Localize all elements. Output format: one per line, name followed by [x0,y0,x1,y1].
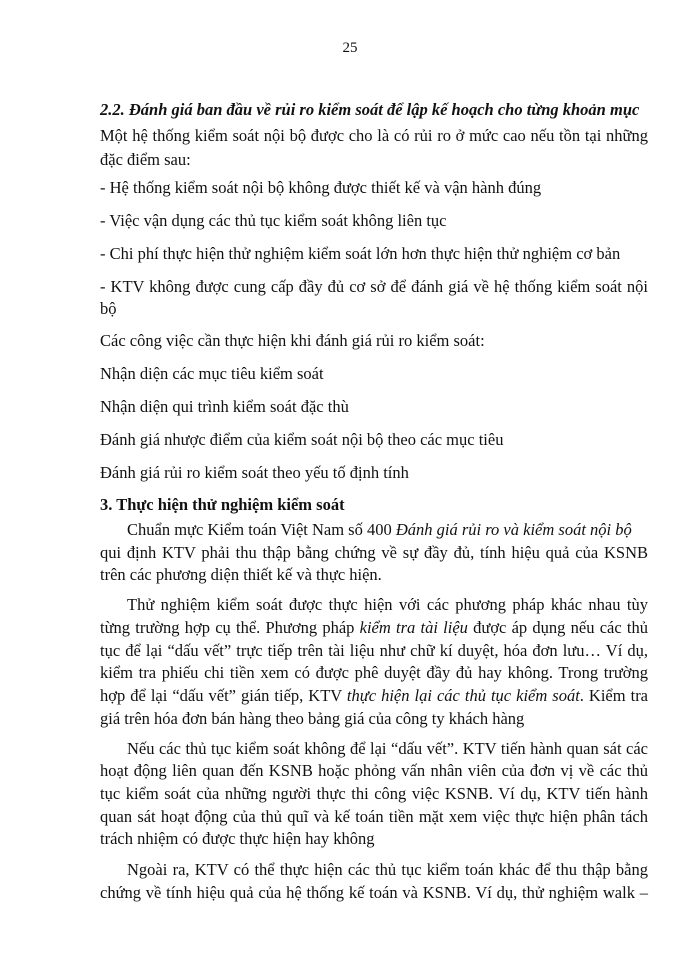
p1-text: Chuẩn mực Kiểm toán Việt Nam số 400 [127,520,396,539]
p3-line-3: tục kiểm soát của những người thực thi công việc KSNB. Ví dụ, KTV tiến hành [100,784,648,803]
p1-line-1 [127,518,648,542]
p3-line-1: Nếu các thủ tục kiểm soát không để lại “dấu vết”. KTV tiến hành quan sát các [127,739,648,758]
p2-text-5c: . Kiểm tra [579,686,649,705]
bullet-3: - Chi phí thực hiện thử nghiệm kiểm soát lớn hơn thực hiện thử nghiệm cơ bản [100,244,621,263]
p1-line-3: trên các phương diện thiết kế và thực hiện. [100,565,382,584]
p2-line-5 [100,684,648,708]
p2-text-c: được áp dụng nếu các thủ [467,618,648,637]
p2-line-6: giá trên hóa đơn bán hàng theo bảng giá của công ty khách hàng [100,709,525,728]
p3-line-4: quan sát hoạt động của thủ quĩ và kế toán tiền mặt xem việc thực hiện phân tách [100,807,648,826]
section-heading-3: 3. Thực hiện thử nghiệm kiểm soát [100,495,345,514]
p2-line-3: tục để lại “dấu vết” trực tiếp trên tài liệu như chữ kí duyệt, hóa đơn lưu… Ví dụ, [100,641,648,660]
tasks-intro: Các công việc cần thực hiện khi đánh giá rủi ro kiểm soát: [100,331,485,350]
bullet-4-line-2: bộ [100,299,117,318]
p2-line-1: Thử nghiệm kiểm soát được thực hiện với các phương pháp khác nhau tùy [127,595,648,614]
p2-method-name: kiểm tra tài liệu [359,618,468,637]
task-4: Đánh giá rủi ro kiểm soát theo yếu tố định tính [100,463,409,482]
p4-line-1: Ngoài ra, KTV có thể thực hiện các thủ tục kiểm toán khác để thu thập bằng [127,860,648,879]
intro-line-1: Một hệ thống kiểm soát nội bộ được cho là có rủi ro ở mức cao nếu tồn tại những [100,126,648,145]
p1-standard-title: Đánh giá rủi ro và kiểm soát nội bộ [395,520,632,539]
p2-line-4: kiểm tra phiếu chi tiền xem có được phê duyệt đầy đủ hay không. Trong trường [100,663,648,682]
p3-line-5: trách nhiệm có được thực hiện hay không [100,829,375,848]
p3-line-2: hoạt động liên quan đến KSNB hoặc phỏng vấn nhân viên của đơn vị về các thủ [100,761,648,780]
page-number: 25 [342,40,358,56]
task-2: Nhận diện qui trình kiểm soát đặc thù [100,397,349,416]
task-3: Đánh giá nhược điểm của kiểm soát nội bộ theo các mục tiêu [100,430,504,449]
section-heading-2-2: 2.2. Đánh giá ban đầu về rủi ro kiểm soát để lập kế hoạch cho từng khoản mục [100,100,640,119]
bullet-4-line-1: - KTV không được cung cấp đầy đủ cơ sở để đánh giá về hệ thống kiểm soát nội [100,277,648,296]
bullet-2: - Việc vận dụng các thủ tục kiểm soát không liên tục [100,211,447,230]
intro-line-2: đặc điểm sau: [100,150,191,169]
p2-line-2 [100,616,648,640]
bullet-1: - Hệ thống kiểm soát nội bộ không được thiết kế và vận hành đúng [100,178,542,197]
p2-text-a: từng trường hợp cụ thể. Phương pháp [100,618,360,637]
p1-line-2: qui định KTV phải thu thập bằng chứng về sự đầy đủ, tính hiệu quả của KSNB [100,543,648,562]
task-1: Nhận diện các mục tiêu kiểm soát [100,364,324,383]
p2-reperform: thực hiện lại các thủ tục kiểm soát [346,686,580,705]
p4-line-2: chứng về tính hiệu quả của hệ thống kế toán và KSNB. Ví dụ, thử nghiệm walk – [100,883,648,902]
p2-text-5a: hợp để lại “dấu vết” gián tiếp, KTV [100,686,347,705]
